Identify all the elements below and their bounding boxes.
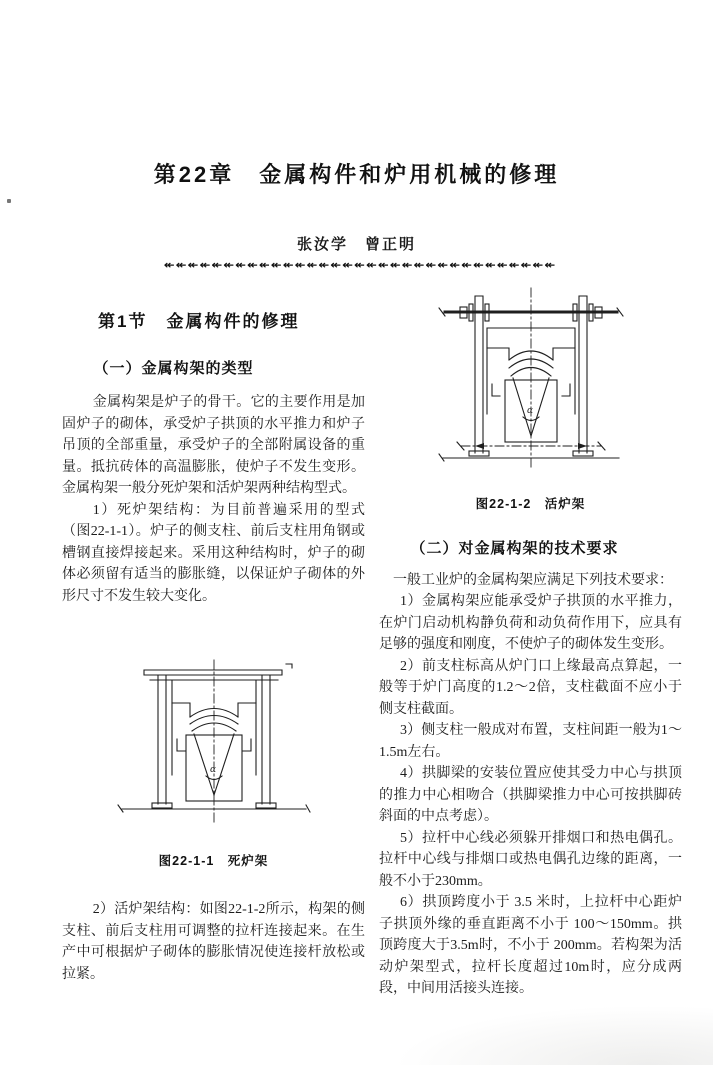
figure-22-1-1: [62, 657, 365, 872]
paragraph-live-frame: 2）活炉架结构：如图22-1-2所示，构架的侧支柱、前后支柱用可调整的拉杆连接起来。在生产中可根据炉子砌体的膨胀情况使连接杆放松或拉紧。: [62, 902, 365, 982]
paragraph-requirements-intro: 一般工业炉的金属构架应满足下列技术要求：: [393, 572, 673, 588]
paragraph-dead-frame: 1）死炉架结构：为目前普遍采用的型式（图22-1-1）。炉子的侧支柱、前后支柱用角钢或槽钢直接焊接起来。采用这种结构时，炉子的砌体必须留有适当的膨胀缝，以保证炉子砌体的外形尺寸不发生较大变化。: [62, 502, 365, 604]
right-column-post: [579, 296, 587, 453]
section-heading: 第1节 金属构件的修理: [98, 312, 300, 331]
figure-caption: 图22-1-1 死炉架: [158, 853, 269, 868]
subheading-frame-types: （一）金属构架的类型: [93, 359, 254, 377]
ground-line: [439, 454, 619, 461]
right-column: [379, 283, 682, 1000]
ground-line: [118, 805, 310, 812]
figure-caption: 图22-1-2 活炉架: [475, 496, 586, 511]
angle-alpha-label: α: [526, 406, 533, 416]
subheading-technical-requirements: （二）对金属构架的技术要求: [410, 540, 619, 557]
left-column: [62, 283, 365, 1000]
arrow-divider-ornament: ↞↞↞↞↞↞↞↞↞↞↞↞↞↞↞↞↞↞↞↞↞↞↞↞↞↞↞↞↞↞↞↞↞: [163, 259, 557, 272]
left-base-plate: [152, 803, 172, 808]
right-column-post: [262, 675, 270, 804]
dimension-arrow-left: [475, 443, 484, 449]
scan-shadow: [393, 1005, 713, 1065]
chapter-title: 第22章 金属构件和炉用机械的修理: [153, 162, 560, 187]
live-furnace-frame-diagram: [431, 286, 631, 472]
top-beam: [144, 670, 282, 675]
corner-tick: [286, 664, 292, 668]
requirement-item-1: 1）金属构架应能承受炉子拱顶的水平推力，在炉门启动机构静负荷和动负荷作用下，应具有足够的强度和刚度，不使炉子的砌体发生变形。: [379, 594, 682, 652]
dead-furnace-frame-diagram: [114, 657, 314, 829]
requirement-item-3: 3）侧支柱一般成对布置，支柱间距一般为1～1.5m左右。: [379, 723, 682, 760]
scan-artifact-dot: [7, 199, 11, 203]
figure-22-1-2: [379, 286, 682, 515]
requirement-item-4: 4）拱脚梁的安装位置应使其受力中心与拱顶的推力中心相吻合（拱脚梁推力中心可按拱脚砖斜面的中点考虑）。: [379, 766, 682, 824]
left-column-post: [158, 675, 166, 804]
authors-line: 张汝学 曾正明: [296, 237, 416, 253]
requirement-item-6: 6）拱顶跨度小于 3.5 米时，上拉杆中心距炉子拱顶外缘的垂直距离不小于 100～150mm。拱顶跨度大于3.5m时，不小于 200mm。若构架为活动炉架型式，拉杆长度超过10m时，应分成两段，中间用活接头连接。: [379, 895, 682, 996]
dimension-arrow-right: [578, 443, 587, 449]
left-base-plate: [469, 451, 489, 456]
right-base-plate: [573, 451, 593, 456]
right-base-plate: [256, 803, 276, 808]
requirement-item-2: 2）前支柱标高从炉门口上缘最高点算起，一般等于炉门高度的1.2～2倍，支柱截面不应小于侧支柱截面。: [379, 658, 682, 717]
two-column-body: [62, 283, 682, 1000]
left-column-post: [475, 296, 483, 453]
requirement-item-5: 5）拉杆中心线必须躲开排烟口和热电偶孔。拉杆中心线与排烟口或热电偶孔边缘的距离，一般不小于230mm。: [379, 830, 682, 889]
angle-alpha-label: α: [209, 765, 216, 775]
paragraph-frame-intro: 金属构架是炉子的骨干。它的主要作用是加固炉子的砌体，承受炉子拱顶的水平推力和炉子吊顶的全部重量，承受炉子的全部附属设备的重量。抵抗砖体的高温膨胀，使炉子不发生变形。金属构架一般分死炉架和活炉架两种结构型式。: [62, 395, 365, 496]
